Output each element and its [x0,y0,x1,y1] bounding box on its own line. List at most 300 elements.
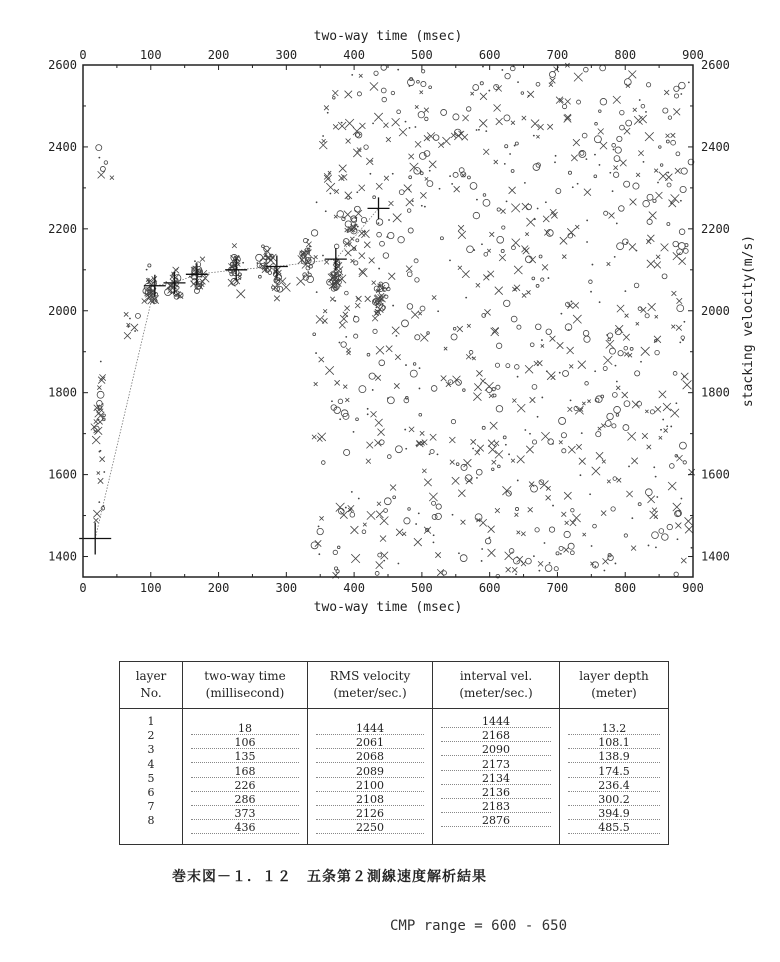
scatter-x-marker [353,149,361,157]
y-tick-label-right: 2600 [701,58,730,72]
scatter-x-marker [617,305,624,312]
figure-caption: 巻末図－１．１２ 五条第２測線速度解析結果 [172,869,487,885]
scatter-dot-marker [529,433,531,435]
scatter-x-marker [549,83,553,87]
scatter-x-marker [232,243,237,248]
scatter-x-marker [569,364,573,368]
scatter-dot-marker [612,190,614,192]
scatter-x-marker [236,290,245,299]
scatter-x-marker [458,225,464,231]
x-tick-label-bottom: 300 [275,581,298,595]
scatter-x-marker [420,334,428,342]
table-cell: 1444 [482,715,510,728]
scatter-circle-marker [585,382,589,386]
scatter-dot-marker [655,546,657,548]
scatter-circle-marker [668,116,671,119]
scatter-dot-marker [392,305,394,307]
header-layer-no: layer No. [120,662,183,709]
scatter-dot-marker [367,413,369,415]
scatter-circle-marker [599,110,602,113]
scatter-circle-marker [387,455,391,459]
scatter-dot-marker [322,255,324,257]
scatter-dot-marker [624,290,626,292]
scatter-dot-marker [103,471,105,473]
scatter-dot-marker [437,453,439,455]
scatter-x-marker [384,176,389,181]
scatter-x-marker [517,404,525,412]
scatter-circle-marker [647,194,653,200]
scatter-dot-marker [679,341,681,343]
row-dotted-leader [441,727,551,728]
scatter-x-marker [557,342,564,349]
scatter-circle-marker [680,186,686,192]
scatter-circle-marker [624,181,630,187]
scatter-x-marker [429,161,436,168]
scatter-circle-marker [584,336,590,342]
table-cell: 168 [234,764,256,778]
scatter-dot-marker [554,161,556,163]
scatter-dot-marker [533,555,535,557]
scatter-x-marker [609,213,615,219]
scatter-dot-marker [396,335,398,337]
scatter-circle-marker [369,373,375,379]
scatter-x-marker [614,166,618,170]
scatter-circle-marker [641,104,645,108]
scatter-circle-marker [624,346,628,350]
scatter-x-marker [351,259,355,263]
x-tick-label-top: 500 [411,48,433,62]
scatter-x-marker [458,266,462,270]
scatter-dot-marker [616,223,618,225]
x-tick-label-top: 800 [614,48,637,62]
scatter-circle-marker [497,208,500,211]
row-dotted-leader [316,777,424,778]
scatter-circle-marker [568,171,571,174]
scatter-circle-marker [354,206,360,212]
scatter-dot-marker [351,491,353,493]
scatter-circle-marker [608,338,611,341]
row-dotted-leader [568,777,660,778]
scatter-circle-marker [577,100,581,104]
scatter-circle-marker [483,194,486,197]
scatter-circle-marker [618,350,623,355]
scatter-dot-marker [615,365,617,367]
scatter-x-marker [406,266,412,272]
scatter-circle-marker [512,246,516,250]
scatter-dot-marker [681,498,683,500]
scatter-circle-marker [453,327,456,330]
scatter-x-marker [488,445,496,453]
scatter-circle-marker [623,425,629,431]
scatter-x-marker [376,346,384,354]
scatter-dot-marker [329,193,331,195]
x-tick-label-bottom: 700 [546,581,569,595]
scatter-circle-marker [383,253,389,259]
scatter-x-marker [365,296,371,302]
scatter-circle-marker [561,433,566,438]
scatter-dot-marker [274,279,276,281]
scatter-circle-marker [441,109,447,115]
x-tick-label-top: 200 [207,48,230,62]
scatter-x-marker [369,258,375,264]
scatter-x-marker [318,433,326,441]
scatter-circle-marker [584,67,589,72]
scatter-x-marker [525,232,528,235]
scatter-x-marker [124,312,128,316]
scatter-circle-marker [645,314,649,318]
scatter-x-marker [536,135,539,138]
scatter-circle-marker [674,572,678,576]
scatter-x-marker [424,108,429,113]
velocity-pick-marker [325,248,347,270]
row-dotted-leader [441,812,551,813]
y-tick-label-right: 1400 [701,549,730,564]
scatter-x-marker [534,361,539,366]
scatter-x-marker [656,255,660,259]
scatter-x-marker [372,281,376,285]
scatter-dot-marker [367,408,369,410]
scatter-circle-marker [536,284,539,287]
scatter-dot-marker [544,542,546,544]
scatter-circle-marker [97,391,104,398]
scatter-x-marker [575,406,584,415]
scatter-x-marker [489,394,493,398]
scatter-x-marker [322,139,326,143]
scatter-circle-marker [482,314,486,318]
scatter-x-marker [522,116,526,120]
scatter-x-marker [628,353,632,357]
row-dotted-leader [316,734,424,735]
scatter-x-marker [664,90,669,95]
column-layer-depth [560,709,669,845]
scatter-x-marker [659,436,662,439]
scatter-circle-marker [341,342,347,348]
scatter-x-marker [647,260,655,268]
scatter-dot-marker [614,256,616,258]
scatter-circle-marker [321,461,325,465]
scatter-x-marker [399,128,407,136]
scatter-circle-marker [620,110,625,115]
scatter-circle-marker [480,82,483,85]
scatter-x-marker [462,115,468,121]
header-rms-velocity: RMS velocity (meter/sec.) [308,662,433,709]
row-dotted-leader [316,791,424,792]
scatter-x-marker [554,67,559,72]
scatter-x-marker [464,459,472,467]
scatter-x-marker [623,334,630,341]
scatter-circle-marker [333,550,337,554]
scatter-circle-marker [362,530,366,534]
scatter-dot-marker [628,466,630,468]
scatter-circle-marker [511,169,514,172]
scatter-circle-marker [549,71,555,77]
scatter-x-marker [495,450,503,458]
scatter-x-marker [530,397,536,403]
scatter-circle-marker [675,455,678,458]
velocity-pick-marker [164,272,186,294]
x-tick-label-top: 300 [275,48,298,62]
scatter-circle-marker [483,199,490,206]
scatter-circle-marker [660,164,663,167]
scatter-x-marker [334,215,337,218]
scatter-x-marker [380,516,389,525]
scatter-circle-marker [604,211,608,215]
scatter-circle-marker [683,249,688,254]
scatter-dot-marker [609,172,611,174]
scatter-circle-marker [647,219,652,224]
scatter-dot-marker [508,453,510,455]
scatter-x-marker [603,356,612,365]
scatter-dot-marker [345,507,347,509]
scatter-x-marker [173,267,179,273]
scatter-circle-marker [645,489,652,496]
scatter-x-marker [671,194,680,203]
scatter-circle-marker [667,183,671,187]
scatter-dot-marker [675,402,677,404]
scatter-x-marker [454,186,460,192]
scatter-x-marker [622,392,628,398]
scatter-dot-marker [590,291,592,293]
scatter-circle-marker [377,232,382,237]
scatter-dot-marker [688,81,690,83]
scatter-circle-marker [382,97,387,102]
scatter-x-marker [521,561,526,566]
scatter-circle-marker [624,534,627,537]
row-dotted-leader [441,755,551,756]
scatter-dot-marker [488,90,490,92]
plot-frame [83,65,693,577]
table-header-row [120,662,669,709]
column-interval-velocity [433,709,560,845]
scatter-x-marker [324,105,329,110]
scatter-circle-marker [410,370,417,377]
scatter-circle-marker [535,528,539,532]
scatter-x-marker [376,561,383,568]
scatter-dot-marker [424,206,426,208]
column-rms-velocity [308,709,433,845]
scatter-circle-marker [655,350,660,355]
scatter-dot-marker [98,501,100,503]
scatter-circle-marker [532,384,537,389]
scatter-dot-marker [405,448,407,450]
scatter-circle-marker [505,145,508,148]
scatter-x-marker [521,246,528,253]
scatter-x-marker [543,216,549,222]
scatter-x-marker [339,322,345,328]
scatter-circle-marker [615,147,621,153]
scatter-dot-marker [662,419,664,421]
scatter-x-marker [570,520,576,526]
table-cell: 2089 [356,764,384,778]
scatter-x-marker [344,306,349,311]
scatter-dot-marker [458,552,460,554]
scatter-dot-marker [348,229,350,231]
scatter-circle-marker [559,417,566,424]
scatter-dot-marker [571,301,573,303]
scatter-circle-marker [562,104,566,108]
scatter-x-marker [430,434,437,441]
header-interval-velocity: interval vel. (meter/sec.) [433,662,560,709]
scatter-x-marker [571,155,577,161]
table-cell: 1 [147,715,155,728]
scatter-circle-marker [593,524,597,528]
scatter-dot-marker [357,226,359,228]
scatter-dot-marker [309,246,311,248]
scatter-x-marker [541,344,544,347]
scatter-dot-marker [356,191,358,193]
table-cell: 13.2 [601,722,627,735]
scatter-dot-marker [353,431,355,433]
scatter-x-marker [603,558,609,564]
scatter-x-marker [560,237,567,244]
scatter-dot-marker [636,250,638,252]
scatter-circle-marker [605,421,611,427]
scatter-dot-marker [541,397,543,399]
scatter-circle-marker [96,145,102,151]
scatter-circle-marker [373,196,376,199]
scatter-circle-marker [407,79,414,86]
scatter-x-marker [418,312,421,315]
scatter-circle-marker [619,206,625,212]
scatter-x-marker [583,533,586,536]
scatter-x-marker [314,255,318,259]
scatter-dot-marker [589,493,591,495]
scatter-dot-marker [680,93,682,95]
scatter-x-marker [377,429,384,436]
scatter-x-marker [386,137,391,142]
row-dotted-leader [441,826,551,827]
scatter-x-marker [466,354,471,359]
scatter-x-marker [98,171,105,178]
scatter-x-marker [351,554,360,563]
scatter-x-marker [617,478,621,482]
scatter-x-marker [572,514,580,522]
scatter-circle-marker [421,70,424,73]
scatter-x-marker [476,283,480,287]
scatter-circle-marker [667,524,672,529]
scatter-circle-marker [646,83,650,87]
scatter-circle-marker [505,73,510,78]
scatter-dot-marker [421,205,423,207]
scatter-x-marker [377,502,381,506]
scatter-circle-marker [609,348,615,354]
scatter-circle-marker [453,172,458,177]
scatter-circle-marker [361,217,366,222]
scatter-circle-marker [594,136,601,143]
scatter-circle-marker [101,507,104,510]
scatter-circle-marker [612,424,616,428]
scatter-dot-marker [514,145,516,147]
scatter-dot-marker [341,122,343,124]
scatter-dot-marker [325,210,327,212]
scatter-circle-marker [595,122,598,125]
scatter-x-marker [488,549,496,557]
scatter-circle-marker [511,316,517,322]
scatter-x-marker [625,314,629,318]
scatter-dot-marker [358,498,360,500]
scatter-circle-marker [430,449,434,453]
table-cell: 8 [147,814,155,828]
x-tick-label-top: 100 [139,48,162,62]
scatter-circle-marker [345,291,349,295]
scatter-x-marker [514,266,522,274]
scatter-dot-marker [318,553,320,555]
scatter-x-marker [551,375,555,379]
scatter-x-marker [650,511,658,519]
scatter-dot-marker [648,545,650,547]
scatter-dot-marker [683,376,685,378]
scatter-circle-marker [659,529,664,534]
scatter-dot-marker [378,268,380,270]
scatter-dot-marker [433,541,435,543]
scatter-circle-marker [404,518,410,524]
scatter-dot-marker [680,200,682,202]
scatter-dot-marker [524,182,526,184]
scatter-x-marker [495,508,500,513]
scatter-circle-marker [388,232,394,238]
scatter-dot-marker [577,183,579,185]
table-cell: 5 [147,771,155,785]
scatter-x-marker [606,340,614,348]
scatter-x-marker [390,485,396,491]
scatter-dot-marker [517,376,519,378]
scatter-dot-marker [548,277,550,279]
scatter-x-marker [124,332,131,339]
scatter-circle-marker [433,135,439,141]
scatter-x-marker [471,439,476,444]
scatter-circle-marker [354,261,358,265]
table-cell: 226 [234,778,256,792]
scatter-circle-marker [258,275,261,278]
x-tick-label-bottom: 400 [343,581,365,595]
x-tick-label-bottom: 600 [478,581,501,595]
scatter-dot-marker [398,563,400,565]
scatter-x-marker [432,295,436,299]
scatter-x-marker [659,391,666,398]
scatter-dot-marker [549,562,551,564]
scatter-x-marker [480,378,485,383]
y-tick-label-right: 1600 [701,467,730,482]
scatter-dot-marker [429,453,431,455]
scatter-dot-marker [572,186,574,188]
scatter-x-marker [422,469,426,473]
scatter-circle-marker [681,336,685,340]
y-axis-label-right: stacking velocity(m/s) [741,234,756,408]
scatter-x-marker [565,521,569,525]
scatter-dot-marker [409,127,411,129]
scatter-circle-marker [397,110,401,114]
scatter-x-marker [366,442,373,449]
scatter-x-marker [587,400,590,403]
scatter-x-marker [567,303,573,309]
scatter-dot-marker [691,547,693,549]
scatter-circle-marker [662,534,669,541]
scatter-circle-marker [148,264,151,267]
scatter-dot-marker [146,269,148,271]
scatter-x-marker [538,561,543,566]
scatter-circle-marker [350,512,355,517]
scatter-circle-marker [564,531,570,537]
scatter-circle-marker [532,277,535,280]
scatter-dot-marker [242,262,244,264]
y-tick-label-left: 2000 [48,303,77,318]
scatter-circle-marker [343,239,349,245]
scatter-x-marker [479,119,487,127]
scatter-x-marker [528,507,533,512]
scatter-x-marker [409,427,414,432]
row-dotted-leader [568,805,660,806]
scatter-circle-marker [525,256,532,263]
